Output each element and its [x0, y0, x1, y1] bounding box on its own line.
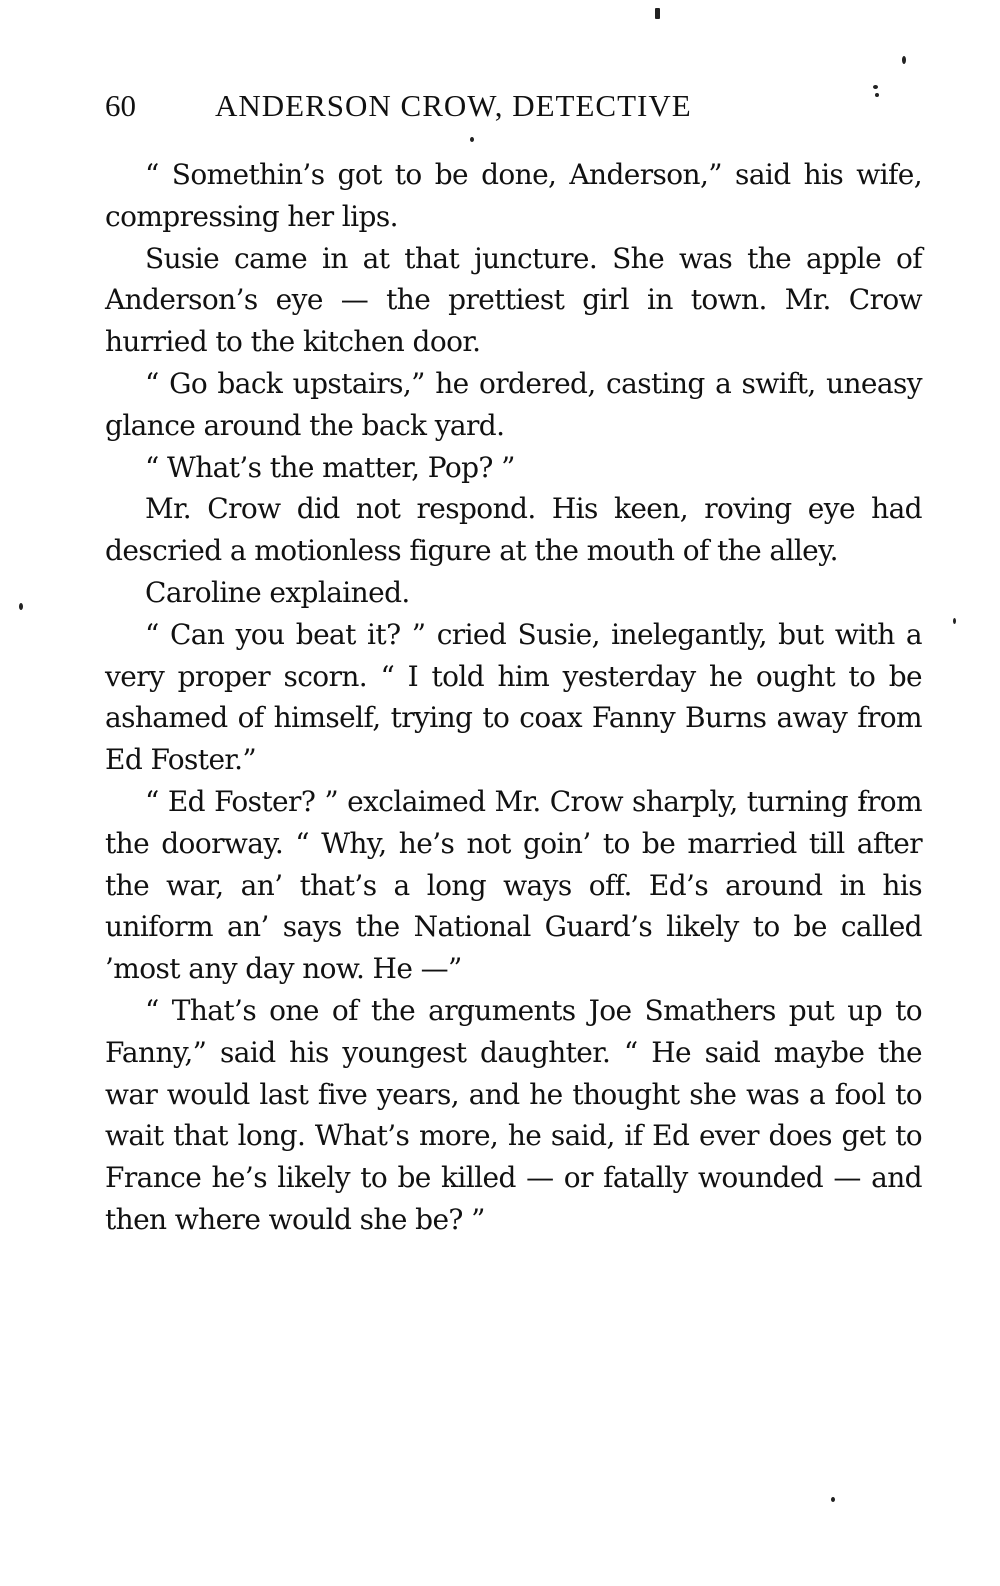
- paragraph: “ That’s one of the arguments Joe Smathers put up to Fanny,” said his youngest daughter. “ He said maybe the war would last five years, and he thought she was a fool to wait that long. What’s more, he said, if Ed ever does get to France he’s likely to be killed — or fatally wounded — and then where would she be? ”: [105, 993, 922, 1236]
- scan-speck: [831, 1497, 835, 1502]
- paragraph: “ Ed Foster? ” exclaimed Mr. Crow sharply, turning from the doorway. “ Why, he’s not goin’ to be married till after the war, an’ that’s a long ways off. Ed’s around in his uniform an’ says the National Guard’s likely to be called ’most any day now. He —”: [105, 784, 922, 986]
- scan-speck: [19, 603, 23, 610]
- book-page: [105, 88, 922, 1241]
- page-number: 60: [105, 88, 136, 123]
- paragraph: Caroline explained.: [145, 575, 410, 609]
- scan-speck: [655, 8, 660, 19]
- paragraph: “ Go back upstairs,” he ordered, casting a swift, uneasy glance around the back yard.: [105, 366, 922, 442]
- body-text: [105, 154, 922, 1241]
- scan-speck: [902, 56, 906, 64]
- paragraph: “ Somethin’s got to be done, Anderson,” said his wife, compressing her lips.: [105, 158, 922, 233]
- paragraph: Mr. Crow did not respond. His keen, roving eye had descried a motionless figure at the mouth of the alley.: [105, 492, 922, 568]
- running-title: ANDERSON CROW, DETECTIVE: [215, 88, 692, 123]
- paragraph: “ What’s the matter, Pop? ”: [145, 450, 515, 484]
- scan-speck: [953, 618, 956, 624]
- paragraph: Susie came in at that juncture. She was the apple of Anderson’s eye — the prettiest girl in town. Mr. Crow hurried to the kitchen door.: [105, 241, 922, 359]
- paragraph: “ Can you beat it? ” cried Susie, inelegantly, but with a very proper scorn. “ I told him yesterday he ought to be ashamed of himself, trying to coax Fanny Burns away from Ed Foster.”: [105, 617, 922, 777]
- page-header: [105, 88, 922, 140]
